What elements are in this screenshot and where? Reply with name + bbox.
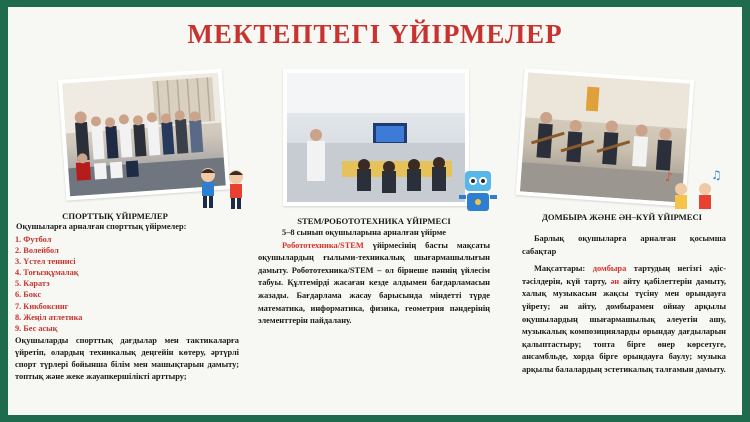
sport-intro: Оқушыларға арналған спорттық үйірмелер:: [16, 222, 187, 231]
song-highlight: ән: [610, 276, 620, 286]
svg-text:♪: ♪: [665, 170, 673, 184]
dombyra-goals: [522, 263, 726, 376]
dombyra-goal-rest: айту қабілеттерін дамыту, халық музыкасын жақсы түсіну мен орындауға үйрету; ән айту, домбырамен ойнау арқылы оқушылардың шығармашылық әлеуетін ашу, музыкалық композицияларды орындау дағдыларын қалыптастыру; топта бірге өнер көрсетуге, ансамбльде, хорда бірге орындауға баулу; музыка арқылы балалардың эстетикалық талғамын дамыту.: [522, 276, 727, 374]
page-title: МЕКТЕПТЕГІ ҮЙІРМЕЛЕР: [187, 19, 563, 49]
sport-item: 6. Бокс: [15, 290, 42, 300]
poster-page: [8, 7, 742, 415]
stem-highlight: Робототехника/STEM: [282, 240, 364, 250]
stem-text: [258, 227, 490, 328]
dombyra-goal-mid: тартудың негізгі әдіс-тәсілдерін, күй тарту,: [522, 264, 726, 286]
sport-item: 2. Волейбол: [15, 246, 59, 256]
robot-icon: [455, 167, 503, 217]
sport-body: Оқушыларды спорттық дағдылар мен тактикаларға үйретіп, олардың техникалық деңгейін көтеру, әртүрлі спорт түрлері бойынша білім мен машықтарын дамыту; топтық және жеке жауапкершілікті арттыру;: [15, 336, 239, 381]
stem-section-title: STEM/РОБОТОТЕХНИКА ҮЙІРМЕСІ: [297, 216, 451, 226]
stem-intro: 5–8 сынып оқушыларына арналған үйірме: [282, 228, 447, 237]
stem-body: [258, 240, 490, 328]
singing-kids-icon: [663, 167, 727, 217]
stem-body-text: үйірмесінің басты мақсаты оқушылардың ғылыми-техникалық шығармашылығын дамыту. Робототехника/STEM – ол бірнеше пәннің үйлесім табуы. Құлтемірді жасаған кезде алдымен бағдарламасын жазады. Бағдарлама жасау барысында міндетті түрде математика, информатика, физика, геометрия пәндерінің элементтерін пайдалану.: [258, 240, 490, 326]
stem-photo-scene: [287, 73, 465, 202]
sport-item: 1. Футбол: [15, 235, 52, 244]
svg-text:♫: ♫: [711, 168, 722, 182]
dombyra-section-title: ДОМБЫРА ЖӘНЕ ӘН–КҮЙ ҮЙІРМЕСІ: [541, 212, 703, 222]
sport-item: 9. Бес асық: [15, 323, 58, 333]
dombyra-goal-lead: Мақсаттары:: [534, 264, 593, 274]
dombyra-text: [522, 233, 726, 377]
dombyra-intro: Барлық оқушыларға арналған қосымша сабақтар: [522, 234, 726, 256]
dombyra-highlight: домбыра: [592, 264, 627, 274]
sport-item: 4. Тоғызқұмалақ: [15, 268, 79, 278]
sport-list: [15, 234, 235, 334]
sport-section-title: СПОРТТЫҚ ҮЙІРМЕЛЕР: [62, 211, 168, 221]
sport-item: 8. Жеңіл атлетика: [15, 312, 83, 322]
sport-item: 7. Кикбоксинг: [15, 301, 69, 311]
sport-item: 5. Каратэ: [15, 279, 50, 289]
stem-photo: [283, 69, 469, 206]
kids-illustration-icon: [194, 165, 254, 213]
sport-item: 3. Үстел теннисі: [15, 257, 76, 267]
